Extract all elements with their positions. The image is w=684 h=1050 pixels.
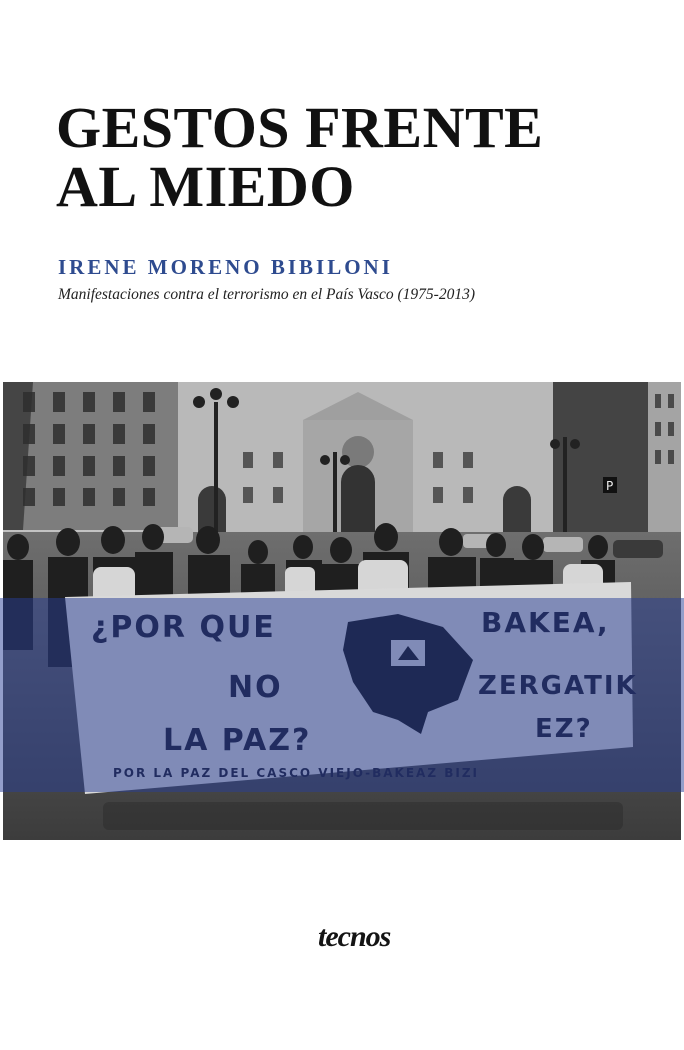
parking-sign-letter: P — [606, 479, 614, 493]
title-line-1: GESTOS FRENTE — [56, 95, 544, 160]
publisher-logo: tecnos — [318, 920, 391, 953]
book-subtitle: Manifestaciones contra el terrorismo en el País Vasco (1975-2013) — [58, 286, 476, 303]
blue-band-overlay — [0, 598, 684, 792]
title-line-2: AL MIEDO — [56, 154, 355, 219]
author-name: IRENE MORENO BIBILONI — [58, 255, 393, 279]
right-buildings — [553, 382, 681, 532]
book-title — [56, 95, 656, 219]
left-building — [3, 382, 178, 530]
